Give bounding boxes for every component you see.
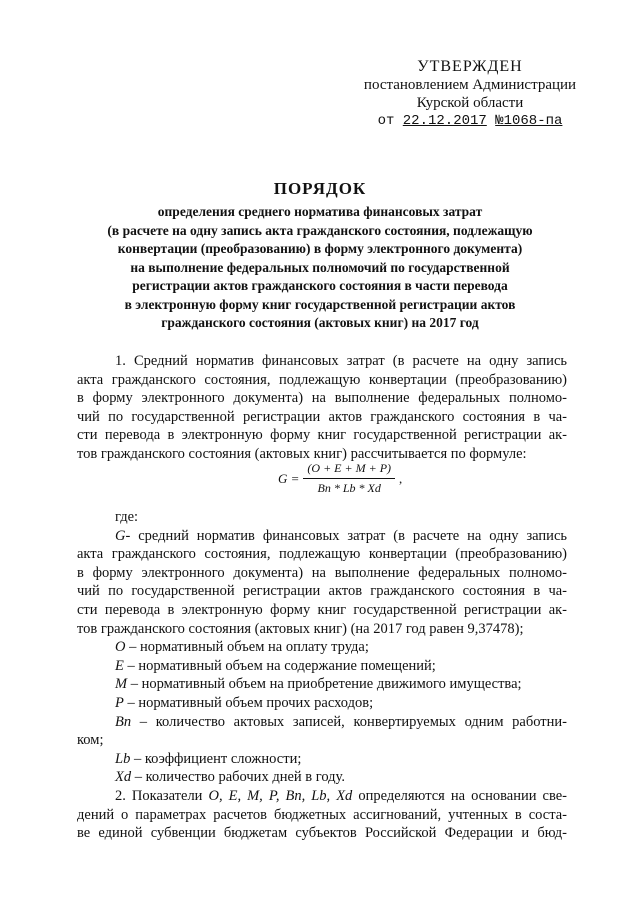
definition-p	[77, 694, 567, 713]
definition-bn	[77, 713, 567, 732]
symbol-o: O	[115, 639, 126, 656]
definitions-section	[77, 508, 567, 843]
paragraph-line: 1. Средний норматив финансовых затрат (в расчете на одну запись	[115, 353, 567, 369]
g-definition-line: акта гражданского состояния, подлежащую конвертации (преобразованию)	[77, 546, 567, 563]
symbol-bn: Bn	[115, 713, 132, 730]
definition-lb	[77, 750, 567, 769]
date-prefix: от	[377, 113, 395, 129]
document-subtitle	[70, 203, 570, 333]
paragraph-line: тов гражданского состояния (актовых книг) рассчитывается по формуле:	[77, 445, 527, 462]
g-definition-line: сти перевода в электронную форму книг государственной регистрации ак-	[77, 601, 567, 618]
paragraph-line: чий по государственной регистрации актов гражданского состояния в ча-	[77, 408, 567, 425]
formula-fraction	[303, 461, 395, 496]
g-definition-line	[77, 527, 567, 546]
symbol-p: P	[115, 694, 124, 711]
definition-text: – количество рабочих дней в году.	[131, 769, 345, 786]
paragraph-line: акта гражданского состояния, подлежащую конвертации (преобразованию)	[77, 371, 567, 388]
definition-o	[77, 638, 567, 657]
document-title: ПОРЯДОК	[273, 179, 367, 198]
subtitle-line: (в расчете на одну запись акта гражданского состояния, подлежащую	[107, 222, 533, 238]
definition-text: – нормативный объем на содержание помещений;	[123, 657, 436, 674]
paragraph-line: в форму электронного документа) на выполнение федеральных полномо-	[77, 390, 567, 407]
paragraph-2-prefix: 2. Показатели	[115, 787, 209, 804]
approval-line-1: постановлением Администрации	[363, 77, 577, 93]
subtitle-line: в электронную форму книг государственной регистрации актов	[124, 296, 516, 312]
definition-text: – нормативный объем прочих расходов;	[123, 694, 374, 711]
definition-text: – коэффициент сложности;	[130, 750, 302, 767]
paragraph-2-text: определяются на основании све-	[352, 787, 567, 804]
g-definition-text: - средний норматив финансовых затрат (в расчете на одну запись	[125, 527, 567, 544]
subtitle-line: регистрации актов гражданского состояния в части перевода	[132, 278, 508, 293]
paragraph-1	[77, 352, 567, 464]
formula-numerator: (O + E + M + P)	[303, 461, 395, 479]
formula-denominator: Bn * Lb * Xd	[317, 481, 381, 495]
paragraph-2-symbols: O, E, M, P, Bn, Lb, Xd	[208, 787, 353, 804]
approval-date-line	[350, 112, 590, 130]
approval-line-2: Курской области	[416, 95, 524, 111]
definition-text: – нормативный объем на приобретение движимого имущества;	[127, 676, 522, 693]
symbol-m: M	[115, 676, 128, 693]
paragraph-2-line: ве единой субвенции бюджетам субъектов Российской Федерации и бюд-	[77, 825, 567, 842]
definition-xd	[77, 768, 567, 787]
symbol-xd: Xd	[115, 769, 132, 786]
g-definition-line: чий по государственной регистрации актов гражданского состояния в ча-	[77, 583, 567, 600]
approval-stamp	[350, 58, 590, 130]
definition-e	[77, 657, 567, 676]
subtitle-line: гражданского состояния (актовых книг) на 2017 год	[161, 315, 479, 330]
symbol-lb: Lb	[115, 750, 131, 767]
paragraph-2-line	[77, 787, 567, 806]
approval-number: №1068-па	[495, 113, 563, 129]
definition-text: – нормативный объем на оплату труда;	[125, 639, 369, 656]
definition-m	[77, 675, 567, 694]
definition-text: – количество актовых записей, конвертируемых одним работни-	[131, 713, 567, 730]
formula-lhs: G =	[278, 470, 300, 486]
where-label: где:	[115, 509, 139, 525]
formula-suffix: ,	[399, 470, 403, 486]
formula	[278, 461, 402, 496]
approval-date: 22.12.2017	[402, 113, 487, 129]
paragraph-2-line: дений о параметрах расчетов бюджетных ассигнований, учтенных в соста-	[77, 806, 567, 823]
approval-title: УТВЕРЖДЕН	[417, 58, 523, 75]
paragraph-line: сти перевода в электронную форму книг государственной регистрации ак-	[77, 427, 567, 444]
g-definition-line: в форму электронного документа) на выполнение федеральных полномо-	[77, 564, 567, 581]
subtitle-line: определения среднего норматива финансовых затрат	[157, 204, 483, 219]
g-definition-line: тов гражданского состояния (актовых книг) (на 2017 год равен 9,37478);	[77, 620, 524, 637]
definition-bn-cont: ком;	[77, 732, 104, 749]
g-symbol: G	[115, 527, 126, 544]
symbol-e: E	[115, 657, 124, 674]
subtitle-line: конвертации (преобразованию) в форму электронного документа)	[117, 241, 523, 256]
subtitle-line: на выполнение федеральных полномочий по государственной	[130, 259, 510, 275]
